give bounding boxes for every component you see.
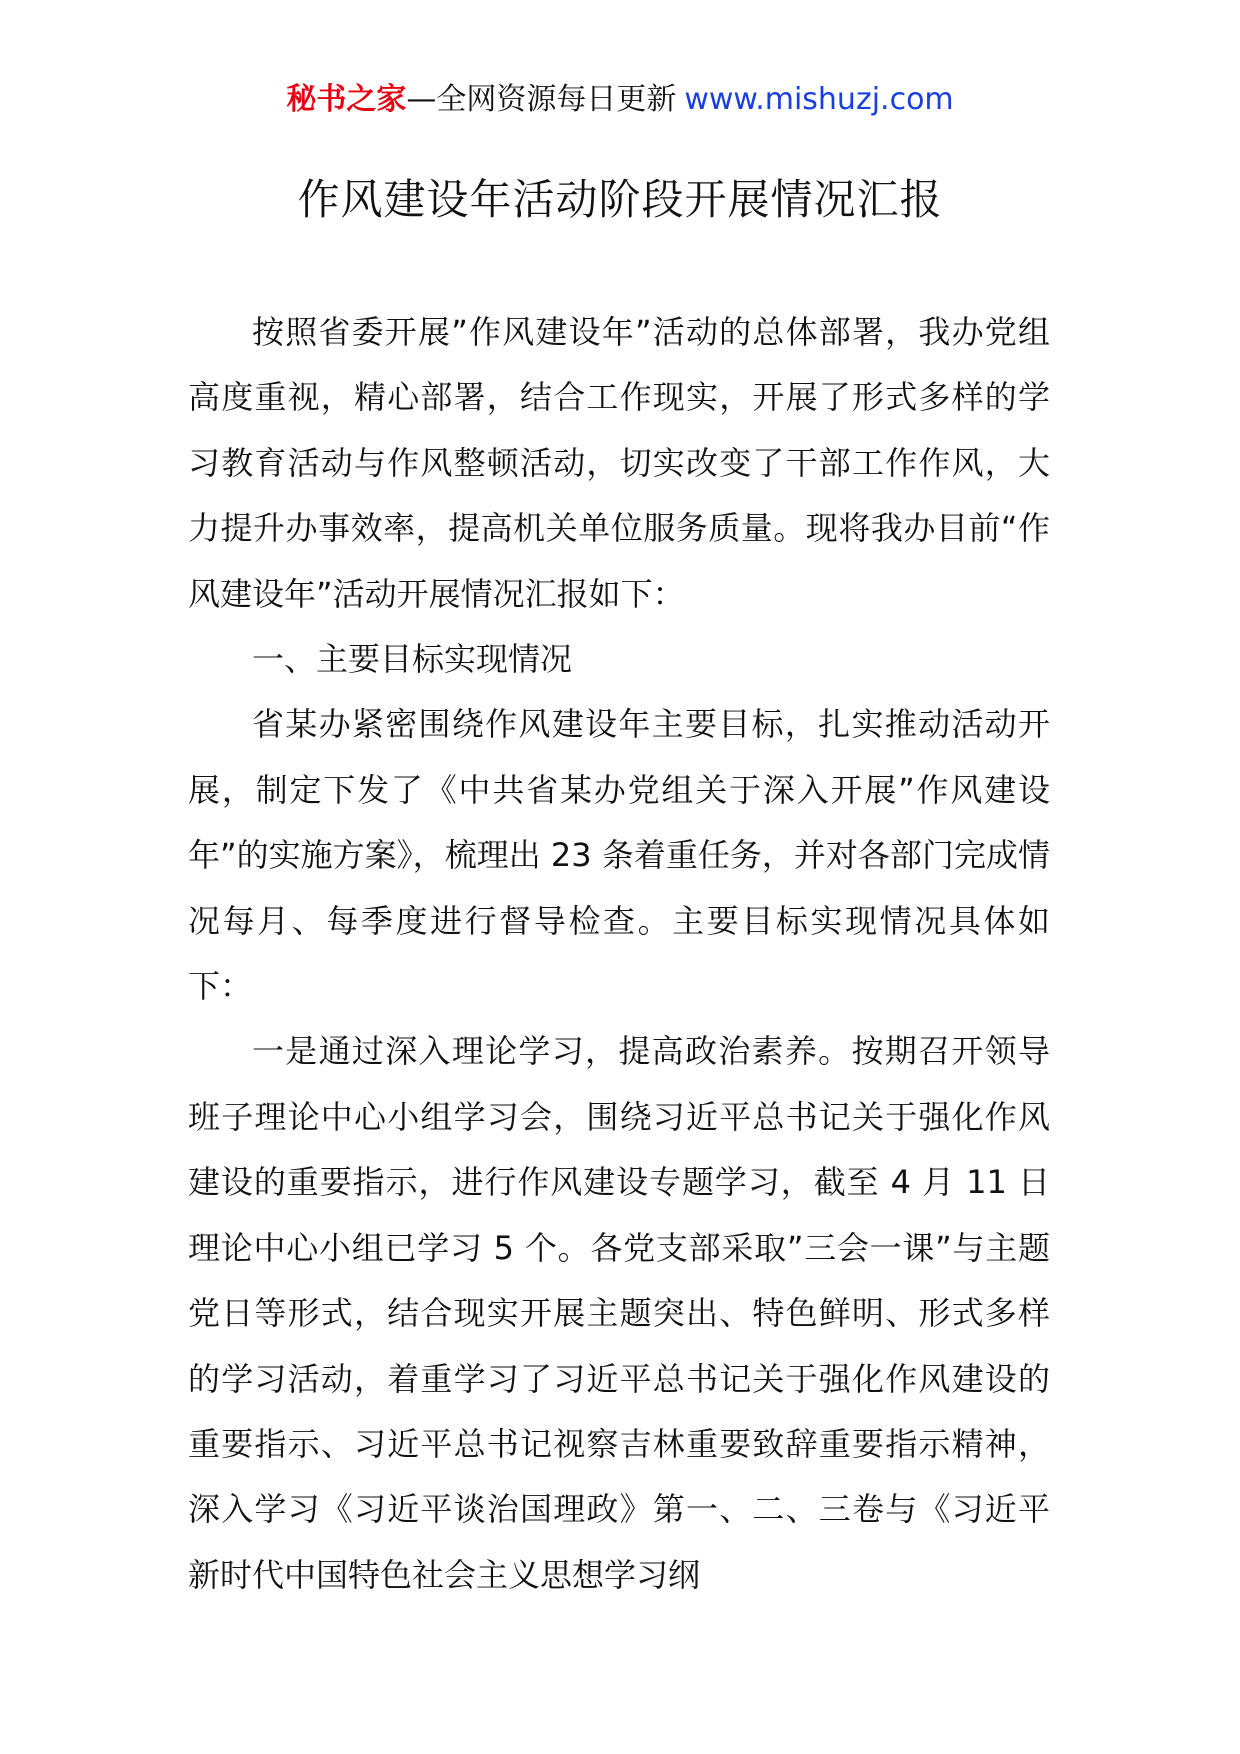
paragraph-intro: 按照省委开展”作风建设年”活动的总体部署，我办党组高度重视，精心部署，结合工作现实，开展了形式多样的学习教育活动与作风整顿活动，切实改变了干部工作作风，大力提升办事效率，提高机关单位服务质量。现将我办目前“作风建设年”活动开展情况汇报如下：: [188, 313, 1050, 613]
site-link[interactable]: www.mishuzj.com: [684, 82, 954, 117]
document-body: [188, 300, 1050, 1608]
site-header: [0, 78, 1240, 122]
section-heading: 一、主要目标实现情况: [252, 640, 573, 679]
document-title: 作风建设年活动阶段开展情况汇报: [297, 175, 943, 224]
paragraph-study: 一是通过深入理论学习，提高政治素养。按期召开领导班子理论中心小组学习会，围绕习近平总书记关于强化作风建设的重要指示，进行作风建设专题学习，截至 4 月 11 日理论中心小组已学习 5 个。各党支部采取”三会一课”与主题党日等形式，结合现实开展主题突出、特色鲜明、形式多样的学习活动，着重学习了习近平总书记关于强化作风建设的重要指示、习近平总书记视察吉林重要致辞重要指示精神，深入学习《习近平谈治国理政》第一、二、三卷与《习近平新时代中国特色社会主义思想学习纲: [188, 1032, 1050, 1594]
brand-name: 秘书之家: [286, 82, 407, 117]
header-slogan: —全网资源每日更新: [406, 82, 677, 117]
paragraph-goals: 省某办紧密围绕作风建设年主要目标，扎实推动活动开展，制定下发了《中共省某办党组关于深入开展”作风建设年”的实施方案》，梳理出 23 条着重任务，并对各部门完成情况每月、每季度进行督导检查。主要目标实现情况具体如下：: [188, 705, 1050, 1006]
